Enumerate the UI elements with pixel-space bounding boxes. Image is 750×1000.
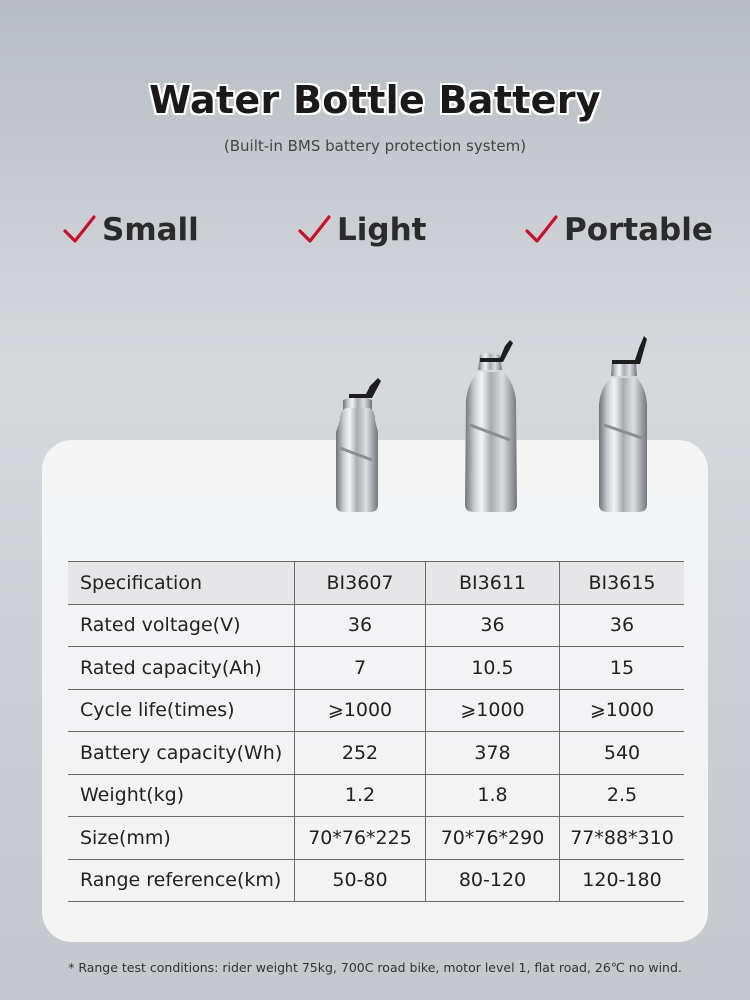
feature-small bbox=[62, 212, 199, 248]
page-title: Water Bottle Battery bbox=[149, 78, 601, 122]
feature-label: Portable bbox=[564, 212, 713, 248]
table-cell: 540 bbox=[560, 732, 685, 775]
row-label: Range reference(km) bbox=[68, 859, 295, 902]
check-icon bbox=[524, 213, 558, 247]
table-cell: 77*88*310 bbox=[560, 817, 685, 860]
footnote: * Range test conditions: rider weight 75kg, 700C road bike, motor level 1, flat road, 26℃ no wind. bbox=[68, 960, 682, 975]
row-label: Battery capacity(Wh) bbox=[68, 732, 295, 775]
feature-light bbox=[297, 212, 426, 248]
table-header-row bbox=[68, 562, 684, 605]
table-cell: 36 bbox=[295, 604, 426, 647]
table-cell: ⩾1000 bbox=[560, 689, 685, 732]
table-cell: 50-80 bbox=[295, 859, 426, 902]
feature-portable bbox=[524, 212, 713, 248]
table-cell: 2.5 bbox=[560, 774, 685, 817]
table-cell: ⩾1000 bbox=[426, 689, 560, 732]
feature-label: Light bbox=[337, 212, 427, 248]
table-row bbox=[68, 732, 684, 775]
page-subtitle: (Built-in BMS battery protection system) bbox=[223, 137, 527, 155]
table-cell: 1.2 bbox=[295, 774, 426, 817]
row-label: Rated capacity(Ah) bbox=[68, 647, 295, 690]
table-row bbox=[68, 689, 684, 732]
table-cell: 120-180 bbox=[560, 859, 685, 902]
table-row bbox=[68, 817, 684, 860]
table-cell: 7 bbox=[295, 647, 426, 690]
table-row bbox=[68, 647, 684, 690]
row-label: Size(mm) bbox=[68, 817, 295, 860]
table-cell: ⩾1000 bbox=[295, 689, 426, 732]
row-label: Rated voltage(V) bbox=[68, 604, 295, 647]
table-cell: 70*76*225 bbox=[295, 817, 426, 860]
table-cell: 36 bbox=[426, 604, 560, 647]
row-label: Cycle life(times) bbox=[68, 689, 295, 732]
table-cell: 378 bbox=[426, 732, 560, 775]
header-cell: BI3615 bbox=[560, 562, 685, 605]
table-cell: 1.8 bbox=[426, 774, 560, 817]
row-label: Weight(kg) bbox=[68, 774, 295, 817]
table-cell: 252 bbox=[295, 732, 426, 775]
table-row bbox=[68, 774, 684, 817]
table-cell: 70*76*290 bbox=[426, 817, 560, 860]
check-icon bbox=[62, 213, 96, 247]
table-row bbox=[68, 859, 684, 902]
table-cell: 15 bbox=[560, 647, 685, 690]
spec-table bbox=[68, 561, 684, 902]
feature-label: Small bbox=[102, 212, 199, 248]
table-cell: 36 bbox=[560, 604, 685, 647]
table-cell: 80-120 bbox=[426, 859, 560, 902]
table-row bbox=[68, 604, 684, 647]
table-cell: 10.5 bbox=[426, 647, 560, 690]
header-cell: Specification bbox=[68, 562, 295, 605]
header-cell: BI3607 bbox=[295, 562, 426, 605]
header-cell: BI3611 bbox=[426, 562, 560, 605]
check-icon bbox=[297, 213, 331, 247]
